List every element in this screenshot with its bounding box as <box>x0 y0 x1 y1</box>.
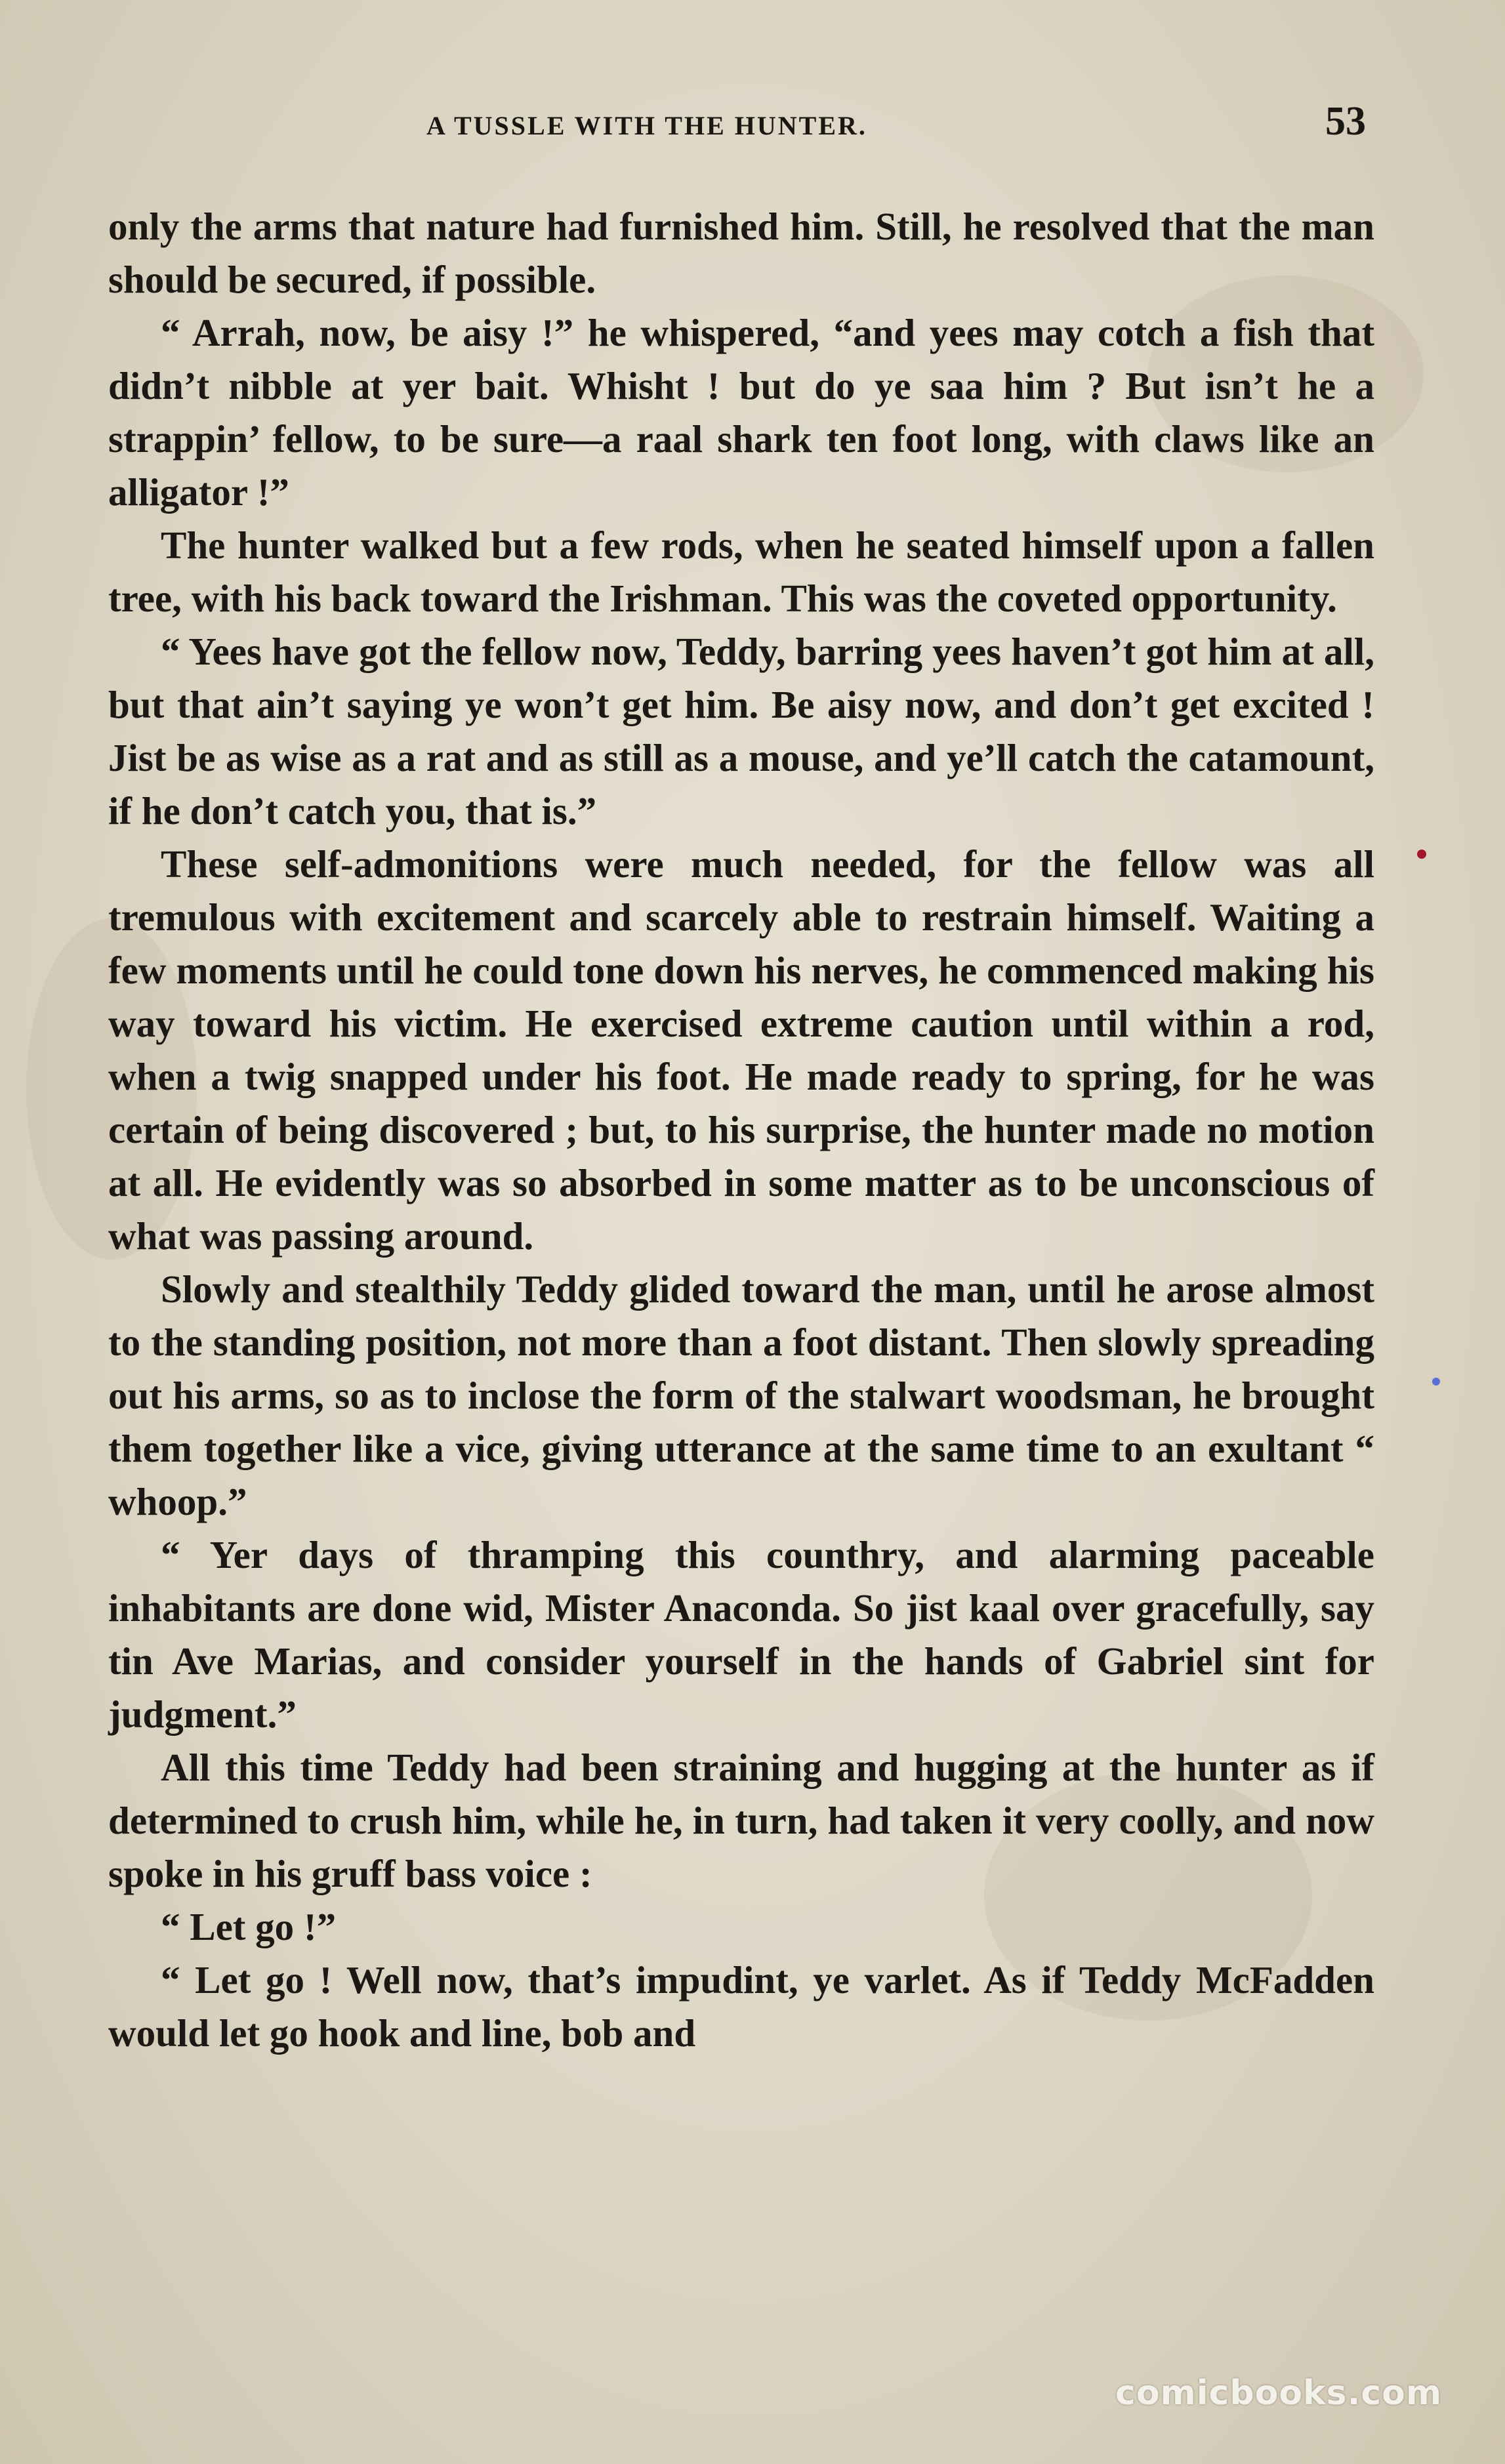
page-header <box>0 98 1505 151</box>
body-text <box>108 200 1374 2060</box>
running-head: A TUSSLE WITH THE HUNTER. <box>426 111 867 140</box>
paragraph: “ Yer days of thramping this counthry, and alarming paceable inhabitants are done wid, Mister Anaconda. So jist kaal over gracefully, say tin Ave Marias, and consider yourself in the hands of Gabriel sint for judgment.” <box>108 1533 1374 1736</box>
paragraph: “ Let go !” <box>161 1905 337 1948</box>
paragraph: “ Let go ! Well now, that’s impudint, ye varlet. As if Teddy McFadden would let go hook and line, bob and <box>108 1958 1374 2055</box>
ink-dot <box>1432 1378 1440 1386</box>
paragraph: only the arms that nature had furnished him. Still, he resolved that the man should be secured, if possible. <box>108 205 1374 301</box>
paragraph: “ Yees have got the fellow now, Teddy, barring yees haven’t got him at all, but that ain’t saying ye won’t get him. Be aisy now, and don’t get excited ! Jist be as wise as a rat and as still as a mouse, and ye’ll catch the catamount, if he don’t catch you, that is.” <box>108 630 1374 832</box>
paragraph: These self-admonitions were much needed, for the fellow was all tremulous with excitement and scarcely able to restrain himself. Waiting a few moments until he could tone down his nerves, he commenced making his way toward his victim. He exercised extreme caution until within a rod, when a twig snapped under his foot. He made ready to spring, for he was certain of being discovered ; but, to his surprise, the hunter made no motion at all. He evidently was so absorbed in some matter as to be unconscious of what was passing around. <box>108 842 1374 1258</box>
paragraph: All this time Teddy had been straining and hugging at the hunter as if determined to crush him, while he, in turn, had taken it very coolly, and now spoke in his gruff bass voice : <box>108 1746 1374 1895</box>
paragraph: “ Arrah, now, be aisy !” he whispered, “and yees may cotch a fish that didn’t nibble at yer bait. Whisht ! but do ye saa him ? But isn’t he a strappin’ fellow, to be sure—a raal shark ten foot long, with claws like an alligator !” <box>108 311 1374 514</box>
ink-dot <box>1417 850 1426 859</box>
page-number: 53 <box>1325 99 1366 144</box>
paragraph: Slowly and stealthily Teddy glided toward the man, until he arose almost to the standing position, not more than a foot distant. Then slowly spreading out his arms, so as to inclose the form of the stalwart woodsman, he brought them together like a vice, giving utterance at the same time to an exultant “ whoop.” <box>108 1267 1374 1523</box>
site-watermark: comicbooks.com <box>1115 2373 1443 2413</box>
paragraph: The hunter walked but a few rods, when he seated himself upon a fallen tree, with his back toward the Irishman. This was the coveted opportunity. <box>108 524 1374 620</box>
